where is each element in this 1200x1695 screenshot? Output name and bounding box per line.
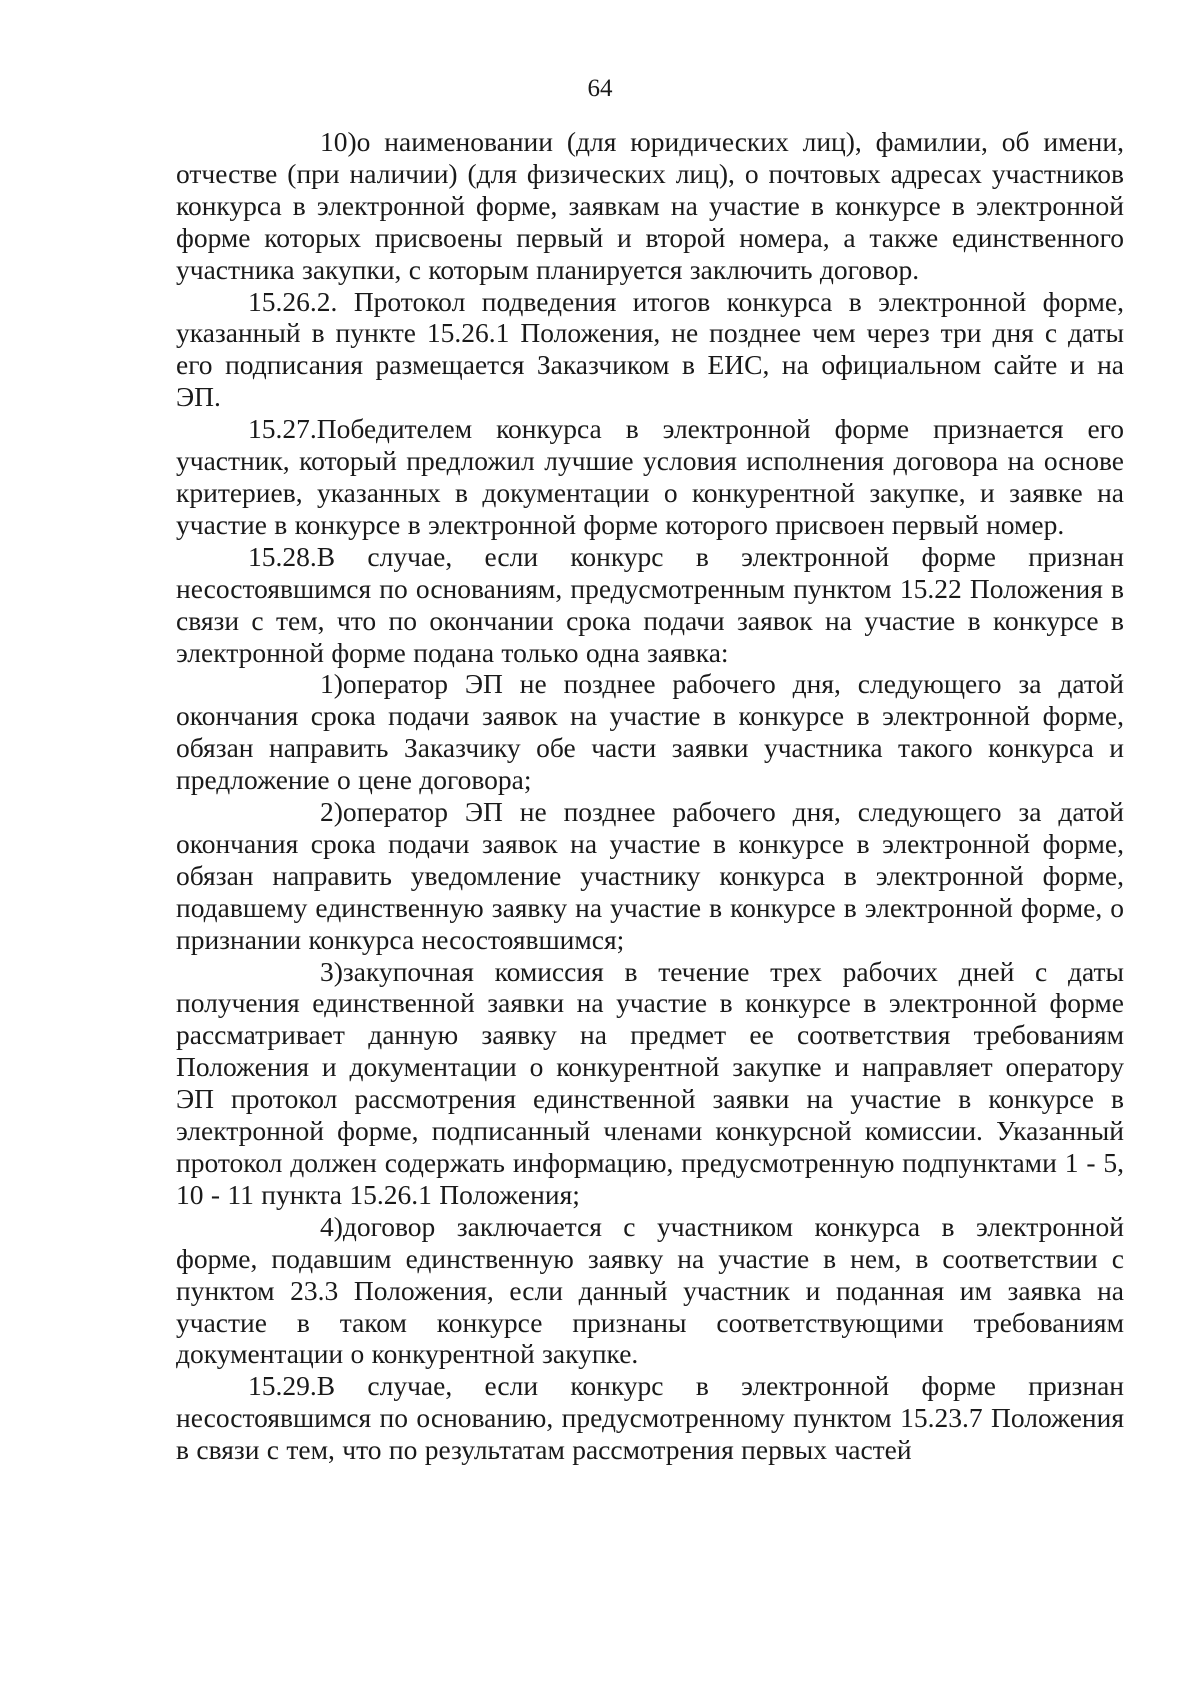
paragraph-text: договор заключается с участником конкурса в электронной форме, подавшим единственную заявку на участие в нем, в соответствии с пунктом 23.3 Положения, если данный участник и поданная им заявка на участие в таком конкурсе признаны соответствующими требованиям документации о конкурентной закупке.	[176, 1210, 1124, 1370]
paragraph-text: закупочная комиссия в течение трех рабочих дней с даты получения единственной заявки на участие в конкурсе в электронной форме рассматривает данную заявку на предмет ее соответствия требованиям Положения и документации о конкурентной закупке и направляет оператору ЭП протокол рассмотрения единственной заявки на участие в конкурсе в электронной форме, подписанный членами конкурсной комиссии. Указанный протокол должен содержать информацию, предусмотренную подпунктами 1 - 5, 10 - 11 пункта 15.26.1 Положения;	[176, 955, 1124, 1210]
list-marker: 3)	[320, 955, 343, 987]
paragraph-item-3	[176, 956, 1124, 1211]
paragraph-item-4	[176, 1211, 1124, 1371]
paragraph-item-2	[176, 796, 1124, 956]
paragraph-text: 15.29.В случае, если конкурс в электронной форме признан несостоявшимся по основанию, предусмотренному пунктом 15.23.7 Положения в связи с тем, что по результатам рассмотрения первых частей	[176, 1370, 1124, 1466]
list-marker: 10)	[320, 126, 357, 157]
paragraph-15-27	[176, 413, 1124, 541]
paragraph-text: о наименовании (для юридических лиц), фамилии, об имени, отчестве (при наличии) (для физических лиц), о почтовых адресах участников конкурса в электронной форме, заявкам на участие в конкурсе в электронной форме которых присвоены первый и второй номера, а также единственного участника закупки, с которым планируется заключить договор.	[176, 126, 1124, 285]
paragraph-15-28	[176, 541, 1124, 669]
paragraph-text: оператор ЭП не позднее рабочего дня, следующего за датой окончания срока подачи заявок на участие в конкурсе в электронной форме, обязан направить Заказчику обе части заявки участника такого конкурса и предложение о цене договора;	[176, 668, 1124, 796]
paragraph-text: оператор ЭП не позднее рабочего дня, следующего за датой окончания срока подачи заявок на участие в конкурсе в электронной форме, обязан направить уведомление участнику конкурса в электронной форме, подавшему единственную заявку на участие в конкурсе в электронной форме, о признании конкурса несостоявшимся;	[176, 796, 1124, 955]
paragraph-text: 15.26.2. Протокол подведения итогов конкурса в электронной форме, указанный в пункте 15.26.1 Положения, не позднее чем через три дня с даты его подписания размещается Заказчиком в ЕИС, на официальном сайте и на ЭП.	[176, 285, 1124, 413]
paragraph-text: 15.27.Победителем конкурса в электронной форме признается его участник, который предложил лучшие условия исполнения договора на основе критериев, указанных в документации о конкурентной закупке, и заявке на участие в конкурсе в электронной форме которого присвоен первый номер.	[176, 413, 1124, 540]
paragraph-15-29	[176, 1370, 1124, 1466]
list-marker: 1)	[320, 668, 343, 700]
list-marker: 2)	[320, 796, 343, 828]
paragraph-text: 15.28.В случае, если конкурс в электронной форме признан несостоявшимся по основаниям, предусмотренным пунктом 15.22 Положения в связи с тем, что по окончании срока подачи заявок на участие в конкурсе в электронной форме подана только одна заявка:	[176, 540, 1124, 668]
paragraph-item-10	[176, 126, 1124, 286]
document-body	[176, 126, 1124, 1466]
list-marker: 4)	[320, 1210, 343, 1242]
paragraph-item-1	[176, 668, 1124, 796]
page-number: 64	[587, 75, 613, 102]
paragraph-15-26-2	[176, 286, 1124, 414]
